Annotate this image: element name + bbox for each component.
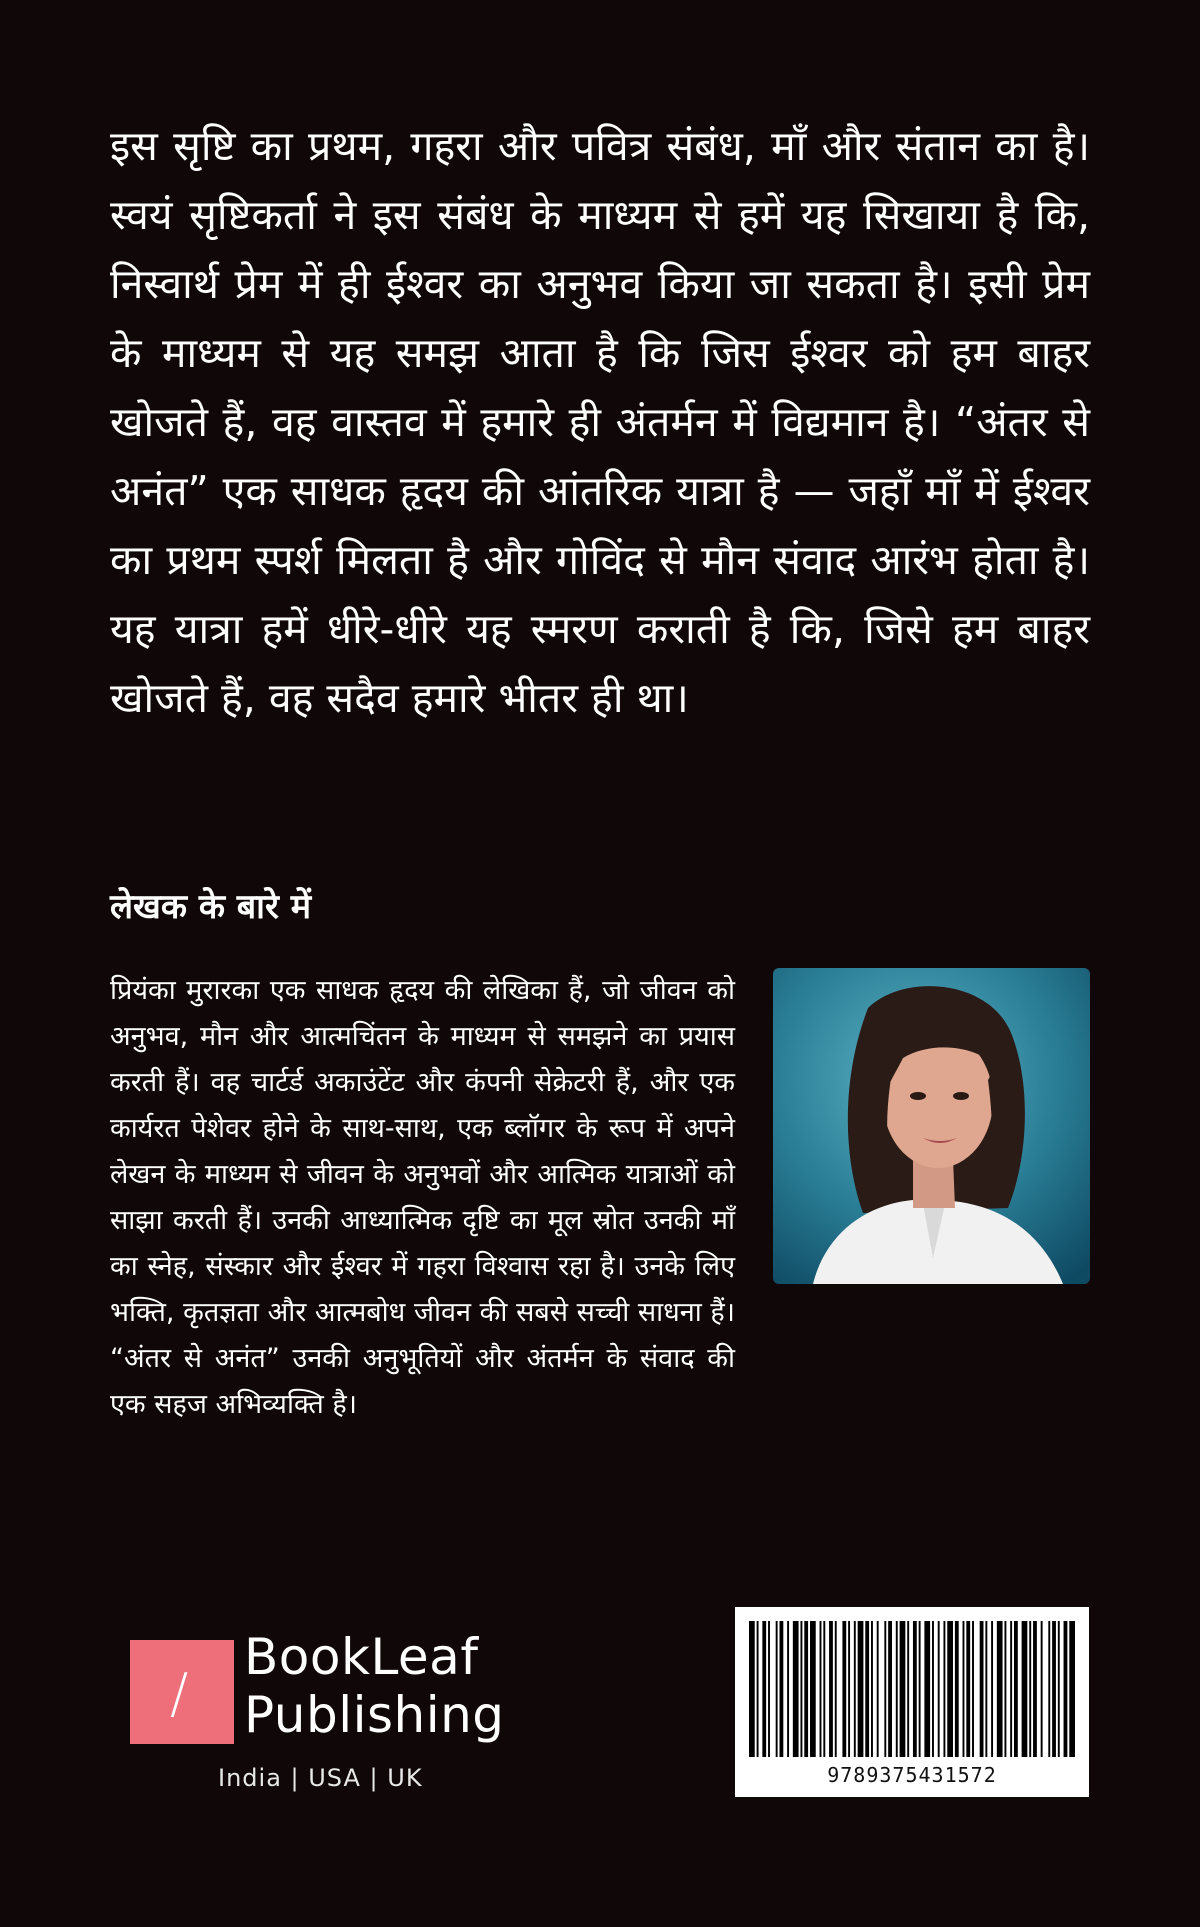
publisher-name-line2: Publishing [244, 1686, 505, 1744]
barcode-bar [768, 1621, 770, 1757]
barcode-bar [877, 1621, 879, 1757]
barcode-bar [749, 1621, 755, 1757]
author-photo [773, 968, 1090, 1284]
barcode-bar [884, 1621, 886, 1757]
publisher-logo-mark [130, 1640, 234, 1744]
slash-icon: / [170, 1662, 189, 1725]
publisher-name [244, 1628, 505, 1744]
barcode-bar [966, 1621, 970, 1757]
barcode-bar [800, 1621, 802, 1757]
barcode-bar [762, 1621, 766, 1757]
barcode-bar [1014, 1621, 1018, 1757]
barcode-bar [932, 1621, 934, 1757]
about-author-heading: लेखक के बारे में [110, 887, 312, 927]
barcode-bar [820, 1621, 822, 1757]
back-cover-blurb: इस सृष्टि का प्रथम, गहरा और पवित्र संबंध, माँ और संतान का है। स्वयं सृष्टिकर्ता ने इस संबंध के माध्यम से हमें यह सिखाया है कि, निस्वार्थ प्रेम में ही ईश्वर का अनुभव किया जा सकता है। इसी प्रेम के माध्यम से यह समझ आता है कि जिस ईश्वर को हम बाहर खोजते हैं, वह वास्तव में हमारे ही अंतर्मन में विद्यमान है। “अंतर से अनंत” एक साधक हृदय की आंतरिक यात्रा है — जहाँ माँ में ईश्वर का प्रथम स्पर्श मिलता है और गोविंद से मौन संवाद आरंभ होता है। यह यात्रा हमें धीरे-धीरे यह स्मरण कराती है कि, जिसे हम बाहर खोजते हैं, वह सदैव हमारे भीतर ही था। [110, 122, 1090, 722]
barcode-bar [787, 1621, 789, 1757]
barcode-bar [955, 1621, 959, 1757]
publisher-regions: India | USA | UK [218, 1764, 423, 1792]
barcode-bar [997, 1621, 1003, 1757]
barcode-bar [854, 1621, 856, 1757]
isbn-number: 9789375431572 [827, 1763, 997, 1787]
barcode-bar [858, 1621, 864, 1757]
barcode-bar [1022, 1621, 1028, 1757]
barcode-bar [829, 1621, 833, 1757]
barcode-bar [924, 1621, 930, 1757]
barcode-bar [896, 1621, 898, 1757]
barcode-bar [1069, 1621, 1075, 1757]
barcode-bar [1010, 1621, 1012, 1757]
barcode-bar [780, 1621, 784, 1757]
barcode-bar [871, 1621, 873, 1757]
barcode-bar [804, 1621, 808, 1757]
barcode-bar [900, 1621, 906, 1757]
barcode-bar [1029, 1621, 1031, 1757]
barcode-bar [823, 1621, 825, 1757]
barcode-bar [919, 1621, 921, 1757]
barcode-bar [776, 1621, 778, 1757]
barcode-bar [848, 1621, 850, 1757]
barcode-bar [1052, 1621, 1056, 1757]
barcode-bar [938, 1621, 940, 1757]
barcode-bar [793, 1621, 799, 1757]
barcode-bar [835, 1621, 837, 1757]
barcode-bar [947, 1621, 953, 1757]
barcode-bar [907, 1621, 909, 1757]
barcode-bar [1041, 1621, 1043, 1757]
publisher-name-line1: BookLeaf [244, 1628, 479, 1686]
barcode-bar [972, 1621, 974, 1757]
barcode-bar [888, 1621, 892, 1757]
barcode-bar [1058, 1621, 1060, 1757]
barcode-bar [963, 1621, 965, 1757]
barcode-bar [1033, 1621, 1037, 1757]
barcode-bar [985, 1621, 987, 1757]
barcode-bar [865, 1621, 869, 1757]
barcode-bar [810, 1621, 816, 1757]
barcode-bar [1048, 1621, 1050, 1757]
barcode-bar [757, 1621, 759, 1757]
barcode-bar [913, 1621, 917, 1757]
publisher-logo [130, 1628, 530, 1792]
barcode-bar [1004, 1621, 1006, 1757]
barcode-bar [1064, 1621, 1068, 1757]
barcode-bar [943, 1621, 945, 1757]
author-bio: प्रियंका मुरारका एक साधक हृदय की लेखिका हैं, जो जीवन को अनुभव, मौन और आत्मचिंतन के माध्यम से समझने का प्रयास करती हैं। वह चार्टर्ड अकाउंटेंट और कंपनी सेक्रेटरी हैं, और एक कार्यरत पेशेवर होने के साथ-साथ, एक ब्लॉगर के रूप में अपने लेखन के माध्यम से जीवन के अनुभवों और आत्मिक यात्राओं को साझा करती हैं। उनकी आध्यात्मिक दृष्टि का मूल स्रोत उनकी माँ का स्नेह, संस्कार और ईश्वर में गहरा विश्वास रहा है। उनके लिए भक्ति, कृतज्ञता और आत्मबोध जीवन की सबसे सच्ची साधना हैं। “अंतर से अनंत” उनकी अनुभूतियों और अंतर्मन के संवाद की एक सहज अभिव्यक्ति है। [110, 975, 735, 1420]
barcode-bar [991, 1621, 993, 1757]
barcode-bar [842, 1621, 846, 1757]
isbn-barcode [735, 1607, 1089, 1797]
barcode-bar [980, 1621, 984, 1757]
